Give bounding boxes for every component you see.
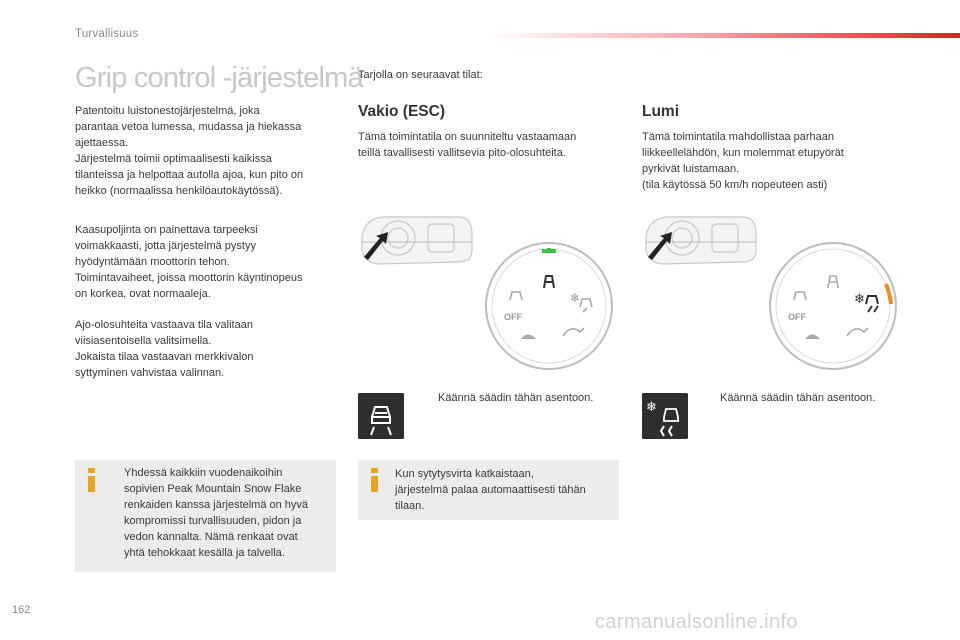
tyre-info-text xyxy=(124,465,329,561)
text-line: Tämä toimintatila mahdollistaa parhaan xyxy=(642,131,834,143)
text-line: Kun sytytysvirta katkaistaan, xyxy=(395,468,534,480)
text-line: (tila käytössä 50 km/h nopeuteen asti) xyxy=(642,179,828,191)
intro-paragraph xyxy=(75,103,345,199)
selector-paragraph xyxy=(75,317,345,381)
snow-description xyxy=(642,129,912,193)
info-icon xyxy=(371,468,379,492)
text-line: ajettaessa. xyxy=(75,137,129,149)
text-line: Toimintavaiheet, joissa moottorin käyntinopeus xyxy=(75,272,303,284)
text-line: renkaiden kanssa järjestelmä on hyvä xyxy=(124,499,309,511)
text-line: teillä tavallisesti vallitsevia pito-olosuhteita. xyxy=(358,147,566,159)
text-line: Patentoitu luistonestojärjestelmä, joka xyxy=(75,105,260,117)
site-watermark: carmanualsonline.info xyxy=(595,611,798,633)
svg-text:❄: ❄ xyxy=(570,291,581,305)
text-line: tilanteissa ja helpottaa autolla ajoa, kun pito on xyxy=(75,169,304,181)
text-line: pyrkivät luistamaan. xyxy=(642,163,740,175)
modes-intro: Tarjolla on seuraavat tilat: xyxy=(358,69,483,81)
text-line: heikko (normaalissa henkilöautokäytössä). xyxy=(75,185,283,197)
text-line: Tämä toimintatila on suunniteltu vastaamaan xyxy=(358,131,577,143)
dial-off-label: OFF xyxy=(504,312,522,322)
text-line: Jokaista tilaa vastaavan merkkivalon xyxy=(75,351,254,363)
snow-dashboard-illustration xyxy=(642,212,904,382)
snow-mode-icon xyxy=(642,393,688,439)
mode-selector-dial xyxy=(486,243,612,369)
page-title: Grip control -järjestelmä xyxy=(75,62,363,94)
text-line: Ajo-olosuhteita vastaava tila valitaan xyxy=(75,319,253,331)
text-line: yhtä tehokkaat kesällä ja talvella. xyxy=(124,547,285,559)
esc-instruction: Käännä säädin tähän asentoon. xyxy=(438,392,594,404)
text-line: tilaan. xyxy=(395,500,425,512)
accelerator-paragraph xyxy=(75,222,345,302)
ignition-info-box xyxy=(358,460,619,520)
dial-off-label: OFF xyxy=(788,312,806,322)
header-accent-bar xyxy=(488,33,960,38)
esc-description xyxy=(358,129,628,161)
svg-text:❄: ❄ xyxy=(646,400,657,415)
text-line: on korkea, ovat normaaleja. xyxy=(75,288,211,300)
text-line: liikkeellelähdön, kun molemmat etupyörät xyxy=(642,147,844,159)
page-number: 162 xyxy=(12,604,31,616)
section-label: Turvallisuus xyxy=(75,28,139,40)
tyre-info-box xyxy=(75,460,336,572)
text-line: järjestelmä palaa automaattisesti tähän xyxy=(395,484,586,496)
info-icon xyxy=(88,468,96,492)
snow-heading: Lumi xyxy=(642,103,680,120)
text-line: viisiasentoisella valitsimella. xyxy=(75,335,212,347)
text-line: parantaa vetoa lumessa, mudassa ja hiekassa xyxy=(75,121,302,133)
text-line: hyödyntämään moottorin tehon. xyxy=(75,256,230,268)
mode-selector-dial xyxy=(770,243,896,369)
text-line: voimakkaasti, jotta järjestelmä pystyy xyxy=(75,240,256,252)
text-line: sopivien Peak Mountain Snow Flake xyxy=(124,483,302,495)
snow-instruction: Käännä säädin tähän asentoon. xyxy=(720,392,876,404)
text-line: Järjestelmä toimii optimaalisesti kaikissa xyxy=(75,153,272,165)
esc-heading: Vakio (ESC) xyxy=(358,103,445,120)
svg-text:❄: ❄ xyxy=(854,292,865,307)
text-line: syttyminen vahvistaa valinnan. xyxy=(75,367,225,379)
esc-dashboard-illustration xyxy=(358,212,620,382)
text-line: kompromissi turvallisuuden, pidon ja xyxy=(124,515,302,527)
text-line: vedon kannalta. Nämä renkaat ovat xyxy=(124,531,298,543)
esc-mode-icon xyxy=(358,393,404,439)
text-line: Yhdessä kaikkiin vuodenaikoihin xyxy=(124,467,283,479)
ignition-info-text xyxy=(395,466,613,514)
text-line: Kaasupoljinta on painettava tarpeeksi xyxy=(75,224,258,236)
